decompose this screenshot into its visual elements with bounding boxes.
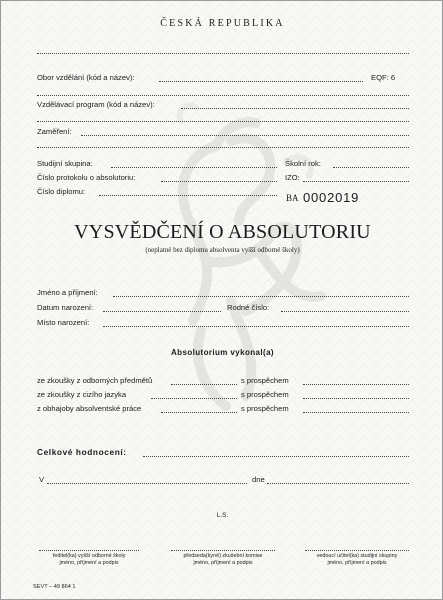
diplom-field[interactable] [99, 195, 277, 196]
exam-row-label: ze zkoušky z odborných předmětů [37, 376, 153, 385]
zamereni-label: Zaměření: [37, 127, 72, 136]
stamp-label: L.S. [216, 512, 229, 519]
serial-prefix: BA [286, 193, 299, 203]
overall-label: Celkové hodnocení: [37, 447, 127, 457]
document-title: VYSVĚDČENÍ O ABSOLUTORIU [74, 221, 371, 243]
exam-result-label: s prospěchem [241, 404, 289, 413]
exam-result-field[interactable] [303, 398, 409, 399]
absolutorium-heading: Absolutorium vykonal(a) [171, 348, 274, 357]
name-label: Jméno a příjmení: [37, 288, 98, 297]
birth-date-field[interactable] [103, 311, 221, 312]
signature-caption-chair [165, 553, 281, 567]
signature-role: ředitel(ka) vyšší odborné školy [52, 553, 126, 559]
exam-row-field[interactable] [161, 412, 237, 413]
security-background [1, 1, 443, 600]
program-field[interactable] [181, 108, 409, 109]
skupina-label: Studijní skupina: [37, 159, 93, 168]
obor-label: Obor vzdělání (kód a název): [37, 73, 135, 82]
signature-role: vedoucí učitel(ka) studijní skupiny [316, 553, 398, 559]
exam-row-label: ze zkoušky z cizího jazyka [37, 390, 127, 399]
exam-row-field[interactable] [151, 398, 237, 399]
rok-field[interactable] [333, 167, 409, 168]
country-heading: ČESKÁ REPUBLIKA [160, 18, 285, 29]
place-prefix: V [39, 475, 45, 484]
diplom-label: Číslo diplomu: [37, 187, 86, 196]
place-field[interactable] [47, 483, 247, 484]
zamereni-field[interactable] [81, 135, 409, 136]
birth-place-field[interactable] [103, 326, 409, 327]
protokol-label: Číslo protokolu o absolutoriu: [37, 173, 136, 182]
signature-hint: jméno, příjmení a podpis [327, 559, 387, 566]
footer-code: SEVT – 49 864 1 [33, 584, 76, 590]
signature-line[interactable] [305, 550, 409, 551]
dotted-line [37, 53, 409, 54]
signature-role: předseda(kyně) zkušební komise [183, 553, 263, 559]
exam-row-label: z obhajoby absolventské práce [37, 404, 142, 413]
overall-field[interactable] [143, 456, 409, 457]
dotted-line [37, 95, 409, 96]
rok-label: Školní rok: [285, 159, 321, 168]
name-field[interactable] [113, 296, 409, 297]
date-field[interactable] [267, 483, 409, 484]
signature-line[interactable] [39, 550, 139, 551]
serial-number: 0002019 [303, 190, 360, 205]
birth-date-label: Datum narození: [37, 303, 94, 312]
exam-result-label: s prospěchem [241, 376, 289, 385]
dotted-line [37, 121, 409, 122]
signature-line[interactable] [171, 550, 275, 551]
izo-field[interactable] [303, 181, 409, 182]
izo-label: IZO: [285, 173, 300, 182]
signature-caption-teacher [299, 553, 415, 567]
dotted-line [37, 147, 409, 148]
document-subtitle: (neplatné bez diplomu absolventa vyšší odborné školy) [145, 246, 300, 254]
program-label: Vzdělávací program (kód a název): [37, 100, 155, 109]
exam-result-field[interactable] [303, 384, 409, 385]
eqf-label: EQF: 6 [371, 73, 396, 82]
skupina-field[interactable] [111, 167, 277, 168]
obor-field[interactable] [159, 81, 363, 82]
signature-hint: jméno, příjmení a podpis [193, 559, 253, 566]
exam-row-field[interactable] [171, 384, 237, 385]
birth-number-field[interactable] [281, 311, 409, 312]
protokol-field[interactable] [161, 181, 277, 182]
birth-place-label: Místo narození: [37, 318, 90, 327]
signature-caption-director [31, 553, 147, 567]
exam-result-label: s prospěchem [241, 390, 289, 399]
date-label: dne [252, 475, 265, 484]
exam-result-field[interactable] [303, 412, 409, 413]
birth-number-label: Rodné číslo: [227, 303, 270, 312]
signature-hint: jméno, příjmení a podpis [59, 559, 119, 566]
